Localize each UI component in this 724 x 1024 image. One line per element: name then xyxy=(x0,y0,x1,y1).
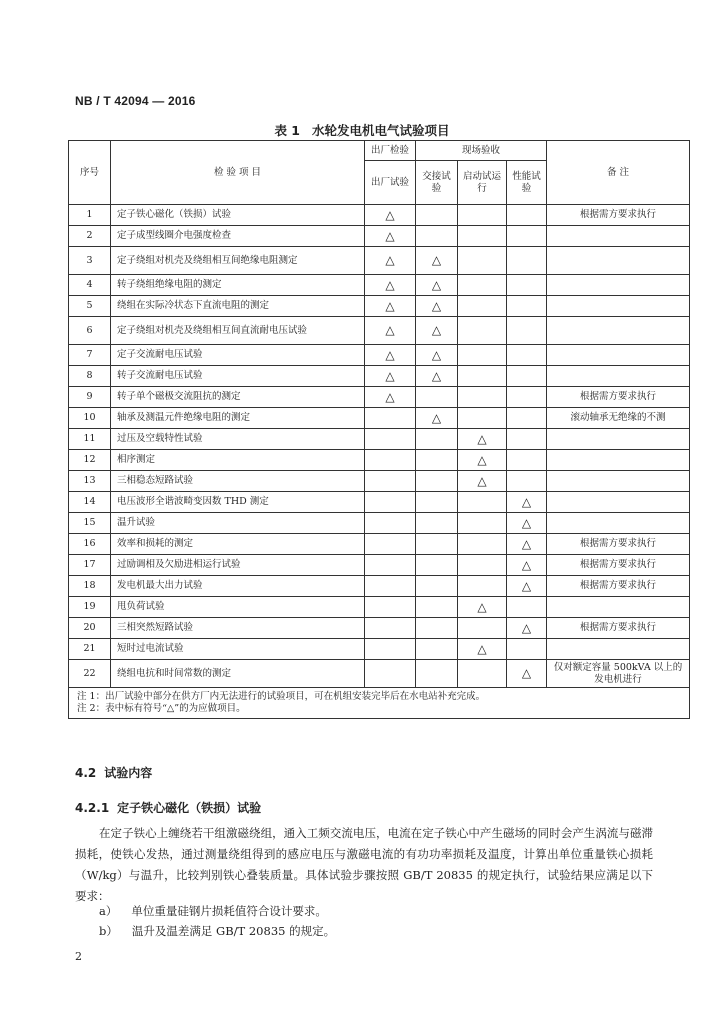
row-item: 定子交流耐电压试验 xyxy=(111,345,365,366)
row-remark xyxy=(547,429,690,450)
mark-handover xyxy=(416,597,458,618)
mark-performance xyxy=(507,471,547,492)
mark-factory xyxy=(365,471,416,492)
row-item: 转子绕组绝缘电阻的测定 xyxy=(111,275,365,296)
row-seq: 15 xyxy=(69,513,111,534)
row-remark xyxy=(547,275,690,296)
mark-handover xyxy=(416,618,458,639)
mark-factory: △ xyxy=(365,317,416,345)
row-remark: 根据需方要求执行 xyxy=(547,618,690,639)
row-remark: 根据需方要求执行 xyxy=(547,576,690,597)
mark-startup xyxy=(458,492,507,513)
mark-performance: △ xyxy=(507,576,547,597)
table-row xyxy=(69,366,690,387)
section-4-2-1-heading xyxy=(75,799,261,816)
row-seq: 21 xyxy=(69,639,111,660)
row-item: 定子绕组对机壳及绕组相互间直流耐电压试验 xyxy=(111,317,365,345)
row-item: 甩负荷试验 xyxy=(111,597,365,618)
mark-performance xyxy=(507,226,547,247)
row-seq: 20 xyxy=(69,618,111,639)
mark-handover xyxy=(416,226,458,247)
table-row xyxy=(69,534,690,555)
header-site-group: 现场验收 xyxy=(416,141,547,161)
mark-handover xyxy=(416,387,458,408)
mark-factory xyxy=(365,513,416,534)
table-row xyxy=(69,429,690,450)
row-remark xyxy=(547,317,690,345)
table-note-1: 注 1：出厂试验中部分在供方厂内无法进行的试验项目，可在机组安装完毕后在水电站补充完成。 xyxy=(77,691,486,702)
row-item: 三相稳态短路试验 xyxy=(111,471,365,492)
standard-code-header: NB / T 42094 — 2016 xyxy=(75,94,196,108)
mark-factory xyxy=(365,555,416,576)
mark-startup xyxy=(458,555,507,576)
mark-handover xyxy=(416,639,458,660)
row-seq: 1 xyxy=(69,205,111,226)
row-remark: 仅对额定容量 500kVA 以上的发电机进行 xyxy=(547,660,690,688)
row-remark: 滚动轴承无绝缘的不测 xyxy=(547,408,690,429)
mark-startup: △ xyxy=(458,450,507,471)
mark-startup xyxy=(458,205,507,226)
mark-performance: △ xyxy=(507,492,547,513)
mark-factory xyxy=(365,450,416,471)
header-handover: 交接试验 xyxy=(416,161,458,205)
mark-performance xyxy=(507,429,547,450)
mark-factory: △ xyxy=(365,247,416,275)
row-remark: 根据需方要求执行 xyxy=(547,205,690,226)
mark-factory xyxy=(365,534,416,555)
row-item: 发电机最大出力试验 xyxy=(111,576,365,597)
table-row xyxy=(69,408,690,429)
section-4-2-1-number: 4.2.1 xyxy=(75,801,110,815)
row-remark xyxy=(547,296,690,317)
section-4-2-title: 试验内容 xyxy=(104,766,153,780)
requirement-text-b: 温升及温差满足 GB/T 20835 的规定。 xyxy=(131,924,336,938)
mark-factory xyxy=(365,618,416,639)
row-remark xyxy=(547,450,690,471)
table-row xyxy=(69,387,690,408)
mark-startup xyxy=(458,296,507,317)
mark-handover: △ xyxy=(416,247,458,275)
mark-startup xyxy=(458,576,507,597)
section-4-2-1-title: 定子铁心磁化（铁损）试验 xyxy=(117,801,262,815)
row-remark xyxy=(547,471,690,492)
section-4-2-number: 4.2 xyxy=(75,766,97,780)
row-remark xyxy=(547,226,690,247)
page-number: 2 xyxy=(75,950,82,963)
mark-handover xyxy=(416,555,458,576)
table-row xyxy=(69,471,690,492)
mark-startup: △ xyxy=(458,639,507,660)
mark-factory: △ xyxy=(365,387,416,408)
row-seq: 11 xyxy=(69,429,111,450)
table-row xyxy=(69,513,690,534)
table-row xyxy=(69,226,690,247)
table-row xyxy=(69,205,690,226)
mark-performance xyxy=(507,408,547,429)
row-seq: 22 xyxy=(69,660,111,688)
mark-startup xyxy=(458,247,507,275)
row-remark xyxy=(547,345,690,366)
mark-performance xyxy=(507,450,547,471)
table-row xyxy=(69,247,690,275)
table-row xyxy=(69,660,690,688)
mark-factory: △ xyxy=(365,345,416,366)
electrical-tests-table xyxy=(68,140,690,719)
mark-handover: △ xyxy=(416,296,458,317)
mark-performance: △ xyxy=(507,660,547,688)
header-seq: 序号 xyxy=(69,141,111,205)
row-item: 绕组在实际冷状态下直流电阻的测定 xyxy=(111,296,365,317)
header-remarks: 备 注 xyxy=(547,141,690,205)
table-notes xyxy=(69,688,690,719)
mark-handover xyxy=(416,513,458,534)
table-row xyxy=(69,492,690,513)
mark-factory xyxy=(365,429,416,450)
mark-factory: △ xyxy=(365,366,416,387)
mark-factory: △ xyxy=(365,275,416,296)
row-remark xyxy=(547,513,690,534)
mark-performance: △ xyxy=(507,618,547,639)
row-item: 电压波形全谐波畸变因数 THD 测定 xyxy=(111,492,365,513)
header-performance: 性能试验 xyxy=(507,161,547,205)
row-item: 转子交流耐电压试验 xyxy=(111,366,365,387)
table-row xyxy=(69,618,690,639)
mark-handover: △ xyxy=(416,317,458,345)
header-factory-group: 出厂检验 xyxy=(365,141,416,161)
table-number: 表 1 xyxy=(274,123,301,138)
mark-performance: △ xyxy=(507,534,547,555)
row-item: 轴承及测温元件绝缘电阻的测定 xyxy=(111,408,365,429)
mark-performance xyxy=(507,205,547,226)
table-note-2: 注 2：表中标有符号“△”的为应做项目。 xyxy=(77,702,246,714)
mark-performance xyxy=(507,247,547,275)
mark-performance xyxy=(507,317,547,345)
mark-handover xyxy=(416,205,458,226)
mark-startup: △ xyxy=(458,471,507,492)
mark-factory xyxy=(365,492,416,513)
mark-handover xyxy=(416,450,458,471)
mark-startup xyxy=(458,387,507,408)
row-item: 定子铁心磁化（铁损）试验 xyxy=(111,205,365,226)
mark-performance xyxy=(507,275,547,296)
mark-performance xyxy=(507,296,547,317)
row-seq: 14 xyxy=(69,492,111,513)
mark-handover xyxy=(416,429,458,450)
table-row xyxy=(69,317,690,345)
table-title xyxy=(0,121,724,139)
table-row xyxy=(69,555,690,576)
header-item: 检 验 项 目 xyxy=(111,141,365,205)
mark-performance xyxy=(507,387,547,408)
row-seq: 10 xyxy=(69,408,111,429)
header-factory: 出厂试验 xyxy=(365,161,416,205)
row-seq: 13 xyxy=(69,471,111,492)
mark-startup xyxy=(458,317,507,345)
row-seq: 12 xyxy=(69,450,111,471)
table-row xyxy=(69,296,690,317)
requirement-item-b xyxy=(99,923,335,939)
header-startup: 启动试运行 xyxy=(458,161,507,205)
table-row xyxy=(69,576,690,597)
row-item: 定子成型线圈介电强度检查 xyxy=(111,226,365,247)
mark-handover: △ xyxy=(416,275,458,296)
table-row xyxy=(69,450,690,471)
mark-performance: △ xyxy=(507,555,547,576)
mark-startup xyxy=(458,226,507,247)
mark-handover: △ xyxy=(416,345,458,366)
mark-startup xyxy=(458,408,507,429)
row-seq: 9 xyxy=(69,387,111,408)
mark-factory: △ xyxy=(365,205,416,226)
row-seq: 6 xyxy=(69,317,111,345)
mark-startup xyxy=(458,366,507,387)
row-item: 三相突然短路试验 xyxy=(111,618,365,639)
section-4-2-heading xyxy=(75,764,152,781)
table-row xyxy=(69,597,690,618)
mark-startup xyxy=(458,345,507,366)
mark-handover: △ xyxy=(416,408,458,429)
mark-factory xyxy=(365,576,416,597)
row-item: 温升试验 xyxy=(111,513,365,534)
mark-handover xyxy=(416,660,458,688)
row-remark: 根据需方要求执行 xyxy=(547,555,690,576)
row-remark: 根据需方要求执行 xyxy=(547,534,690,555)
row-item: 过励调相及欠励进相运行试验 xyxy=(111,555,365,576)
mark-startup xyxy=(458,660,507,688)
mark-factory xyxy=(365,597,416,618)
mark-handover xyxy=(416,471,458,492)
row-item: 定子绕组对机壳及绕组相互间绝缘电阻测定 xyxy=(111,247,365,275)
mark-startup xyxy=(458,534,507,555)
mark-factory xyxy=(365,660,416,688)
mark-performance: △ xyxy=(507,513,547,534)
requirement-item-a xyxy=(99,903,327,919)
row-remark xyxy=(547,366,690,387)
mark-handover xyxy=(416,576,458,597)
mark-factory: △ xyxy=(365,296,416,317)
table-row xyxy=(69,639,690,660)
requirement-text-a: 单位重量硅钢片损耗值符合设计要求。 xyxy=(131,904,327,918)
body-paragraph: 在定子铁心上缠绕若干组激磁绕组，通入工频交流电压，电流在定子铁心中产生磁场的同时会产生涡流与磁滞损耗，使铁心发热，通过测量绕组得到的感应电压与激磁电流的有功功率损耗及温度，计算出单位重量铁心损耗（W/kg）与温升，比较判别铁心叠装质量。具体试验步骤按照 GB/T 20835 的规定执行，试验结果应满足以下要求： xyxy=(75,826,653,903)
row-seq: 2 xyxy=(69,226,111,247)
row-seq: 5 xyxy=(69,296,111,317)
table-row xyxy=(69,345,690,366)
row-seq: 3 xyxy=(69,247,111,275)
table-row xyxy=(69,275,690,296)
row-seq: 17 xyxy=(69,555,111,576)
requirement-label-b: b） xyxy=(99,924,118,938)
row-item: 短时过电流试验 xyxy=(111,639,365,660)
row-seq: 18 xyxy=(69,576,111,597)
requirement-label-a: a） xyxy=(99,904,118,918)
row-seq: 7 xyxy=(69,345,111,366)
table-title-text: 水轮发电机电气试验项目 xyxy=(312,123,450,138)
mark-handover: △ xyxy=(416,366,458,387)
row-seq: 16 xyxy=(69,534,111,555)
row-item: 转子单个磁极交流阻抗的测定 xyxy=(111,387,365,408)
mark-startup: △ xyxy=(458,429,507,450)
table-body xyxy=(69,205,690,688)
mark-performance xyxy=(507,639,547,660)
mark-startup xyxy=(458,618,507,639)
row-item: 相序测定 xyxy=(111,450,365,471)
mark-startup xyxy=(458,275,507,296)
row-seq: 8 xyxy=(69,366,111,387)
row-remark: 根据需方要求执行 xyxy=(547,387,690,408)
row-seq: 4 xyxy=(69,275,111,296)
row-seq: 19 xyxy=(69,597,111,618)
row-remark xyxy=(547,247,690,275)
row-remark xyxy=(547,597,690,618)
mark-startup xyxy=(458,513,507,534)
row-item: 效率和损耗的测定 xyxy=(111,534,365,555)
mark-factory: △ xyxy=(365,226,416,247)
mark-factory xyxy=(365,408,416,429)
row-item: 绕组电抗和时间常数的测定 xyxy=(111,660,365,688)
mark-performance xyxy=(507,345,547,366)
row-remark xyxy=(547,639,690,660)
row-remark xyxy=(547,492,690,513)
mark-performance xyxy=(507,597,547,618)
mark-performance xyxy=(507,366,547,387)
mark-handover xyxy=(416,534,458,555)
row-item: 过压及空载特性试验 xyxy=(111,429,365,450)
mark-factory xyxy=(365,639,416,660)
mark-handover xyxy=(416,492,458,513)
mark-startup: △ xyxy=(458,597,507,618)
